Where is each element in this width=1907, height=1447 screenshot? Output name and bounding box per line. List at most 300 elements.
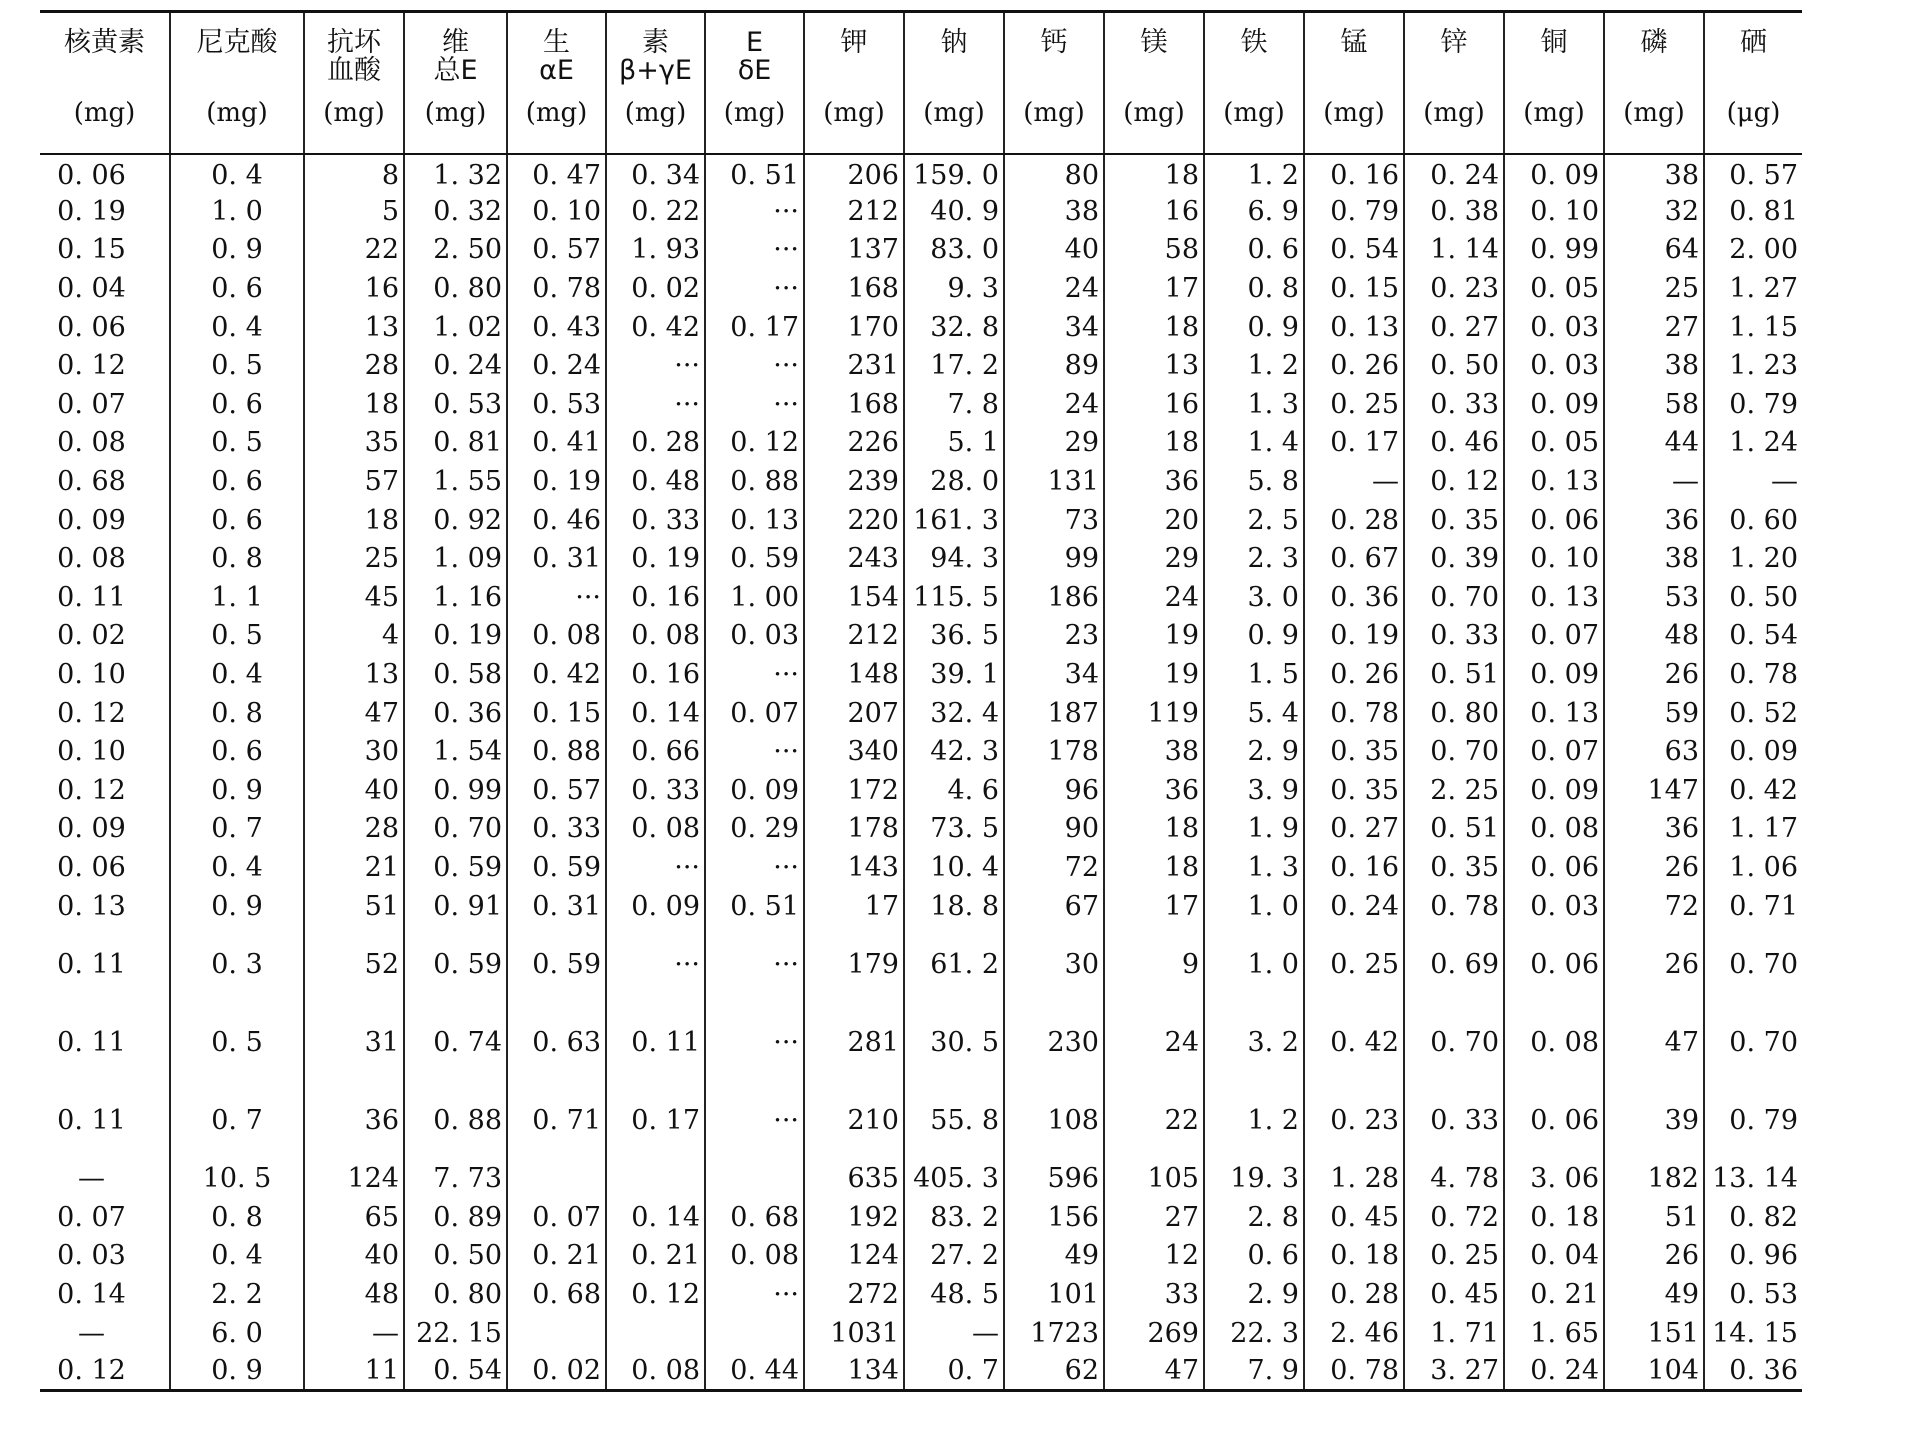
table-cell: 33 <box>1104 1275 1204 1314</box>
table-cell: 143 <box>804 848 904 887</box>
table-cell: 1. 3 <box>1204 848 1304 887</box>
table-cell: 5 <box>304 192 404 231</box>
table-cell: 24 <box>1104 578 1204 617</box>
table-cell: 1. 17 <box>1704 810 1802 849</box>
table-cell: 0. 08 <box>57 427 126 459</box>
table-cell: 6. 9 <box>1204 192 1304 231</box>
table-cell: 0. 9 <box>170 1352 304 1391</box>
table-cell: 0. 72 <box>1404 1198 1504 1237</box>
table-cell: 1. 54 <box>404 732 507 771</box>
table-cell: 1. 27 <box>1704 269 1802 308</box>
table-cell: 0. 05 <box>1504 424 1604 463</box>
table-cell: 115. 5 <box>904 578 1004 617</box>
table-cell: 0. 10 <box>57 736 126 768</box>
table-row <box>40 539 1802 578</box>
table-cell: 3. 9 <box>1204 771 1304 810</box>
table-cell: 0. 6 <box>1204 231 1304 270</box>
table-cell: 18 <box>1104 308 1204 347</box>
table-cell: 44 <box>1604 424 1704 463</box>
table-cell: 0. 06 <box>1504 1081 1604 1159</box>
table-row <box>40 1198 1802 1237</box>
table-cell: 0. 48 <box>606 462 705 501</box>
table-cell: ··· <box>705 655 804 694</box>
table-cell: 0. 50 <box>1704 578 1802 617</box>
table-cell: 226 <box>804 424 904 463</box>
table-cell: 36 <box>1604 810 1704 849</box>
table-cell: 13. 14 <box>1704 1159 1802 1198</box>
table-cell: 0. 46 <box>1404 424 1504 463</box>
table-cell: 210 <box>804 1081 904 1159</box>
header-row <box>40 12 1802 154</box>
column-header-unit: (mg) <box>723 98 786 128</box>
table-cell: 29 <box>1004 424 1104 463</box>
table-row <box>40 385 1802 424</box>
table-cell: 4. 6 <box>904 771 1004 810</box>
table-cell: 0. 4 <box>170 1237 304 1276</box>
table-cell: 1. 9 <box>1204 810 1304 849</box>
table-cell: 0. 6 <box>1204 1237 1304 1276</box>
table-cell: ··· <box>606 346 705 385</box>
nutrient-table <box>40 10 1802 1392</box>
table-cell: 206 <box>804 154 904 193</box>
table-cell: 26 <box>1604 1237 1704 1276</box>
table-cell: 0. 09 <box>705 771 804 810</box>
table-cell: ··· <box>705 925 804 1003</box>
table-cell: 0. 21 <box>507 1237 606 1276</box>
table-cell: 0. 13 <box>1504 578 1604 617</box>
table-row <box>40 848 1802 887</box>
table-cell: 9 <box>1104 925 1204 1003</box>
table-cell: 7. 9 <box>1204 1352 1304 1391</box>
table-cell: 1. 06 <box>1704 848 1802 887</box>
table-cell: — <box>1304 462 1404 501</box>
table-cell: 0. 33 <box>606 501 705 540</box>
table-cell: 124 <box>304 1159 404 1198</box>
table-cell: 24 <box>1004 269 1104 308</box>
table-cell: ··· <box>705 269 804 308</box>
table-cell: 39 <box>1604 1081 1704 1159</box>
table-cell: 0. 4 <box>170 655 304 694</box>
table-cell: 32. 8 <box>904 308 1004 347</box>
table-cell: 104 <box>1604 1352 1704 1391</box>
column-header-unit: (mg) <box>525 98 588 128</box>
table-cell: 0. 11 <box>57 581 126 613</box>
table-cell: 178 <box>804 810 904 849</box>
table-cell: 0. 54 <box>404 1352 507 1391</box>
table-cell: 0. 89 <box>404 1198 507 1237</box>
table-cell: 182 <box>1604 1159 1704 1198</box>
table-cell: 63 <box>1604 732 1704 771</box>
table-cell: 207 <box>804 694 904 733</box>
table-cell: 0. 68 <box>57 466 126 498</box>
column-header <box>1604 12 1704 154</box>
table-cell: 0. 13 <box>1504 462 1604 501</box>
table-cell: 0. 12 <box>606 1275 705 1314</box>
table-cell: 45 <box>304 578 404 617</box>
table-cell <box>606 1314 705 1353</box>
table-cell: 36. 5 <box>904 617 1004 656</box>
table-cell: 38 <box>1004 192 1104 231</box>
table-cell: 0. 59 <box>705 539 804 578</box>
table-row <box>40 231 1802 270</box>
table-cell: 11 <box>304 1352 404 1391</box>
table-cell: 0. 70 <box>1404 732 1504 771</box>
table-cell: 0. 6 <box>170 501 304 540</box>
table-cell: 0. 47 <box>507 154 606 193</box>
table-cell: 0. 42 <box>507 655 606 694</box>
table-cell: 16 <box>1104 192 1204 231</box>
table-cell <box>507 1159 606 1198</box>
table-cell: 0. 34 <box>606 154 705 193</box>
table-cell: 0. 24 <box>1504 1352 1604 1391</box>
table-cell: 124 <box>804 1237 904 1276</box>
column-header-name: 维 总E <box>433 27 478 86</box>
table-cell: 39. 1 <box>904 655 1004 694</box>
table-cell: 2. 3 <box>1204 539 1304 578</box>
table-cell: 0. 02 <box>57 620 126 652</box>
table-row <box>40 810 1802 849</box>
table-cell: 30. 5 <box>904 1003 1004 1081</box>
table-cell: 26 <box>1604 925 1704 1003</box>
column-header-unit: (mg) <box>624 98 687 128</box>
table-cell: 2. 8 <box>1204 1198 1304 1237</box>
table-cell: 2. 2 <box>170 1275 304 1314</box>
table-cell: 187 <box>1004 694 1104 733</box>
table-cell: 2. 9 <box>1204 1275 1304 1314</box>
table-cell: 24 <box>1104 1003 1204 1081</box>
column-header-unit: (mg) <box>323 98 385 128</box>
table-cell: 0. 21 <box>1504 1275 1604 1314</box>
table-cell: 30 <box>1004 925 1104 1003</box>
table-cell: 0. 74 <box>404 1003 507 1081</box>
table-cell: 635 <box>804 1159 904 1198</box>
table-cell: 0. 14 <box>606 1198 705 1237</box>
table-row <box>40 1081 1802 1159</box>
table-cell: 28 <box>304 346 404 385</box>
column-header <box>40 12 170 154</box>
table-cell: 16 <box>304 269 404 308</box>
table-cell: 4. 78 <box>1404 1159 1504 1198</box>
table-cell: 0. 78 <box>507 269 606 308</box>
table-cell: 0. 19 <box>1304 617 1404 656</box>
table-cell: 0. 8 <box>170 539 304 578</box>
table-cell: 0. 71 <box>507 1081 606 1159</box>
column-header <box>1204 12 1304 154</box>
table-cell: — <box>78 1317 105 1349</box>
table-cell: 18 <box>1104 848 1204 887</box>
column-header-unit: (mg) <box>1023 98 1085 128</box>
table-row <box>40 154 1802 193</box>
table-cell: 31 <box>304 1003 404 1081</box>
table-cell: 0. 51 <box>705 887 804 926</box>
table-cell: 0. 4 <box>170 154 304 193</box>
table-cell: 38 <box>1104 732 1204 771</box>
table-cell: 148 <box>804 655 904 694</box>
table-cell: 137 <box>804 231 904 270</box>
table-cell: 83. 0 <box>904 231 1004 270</box>
table-cell: 0. 24 <box>404 346 507 385</box>
table-cell: 168 <box>804 269 904 308</box>
table-cell: 0. 7 <box>904 1352 1004 1391</box>
table-cell: 0. 06 <box>1504 848 1604 887</box>
table-cell: 0. 70 <box>1704 1003 1802 1081</box>
table-cell: 6. 0 <box>170 1314 304 1353</box>
table-cell: 0. 9 <box>1204 308 1304 347</box>
table-cell: 59 <box>1604 694 1704 733</box>
table-cell: 212 <box>804 617 904 656</box>
table-row <box>40 694 1802 733</box>
table-cell: 0. 26 <box>1304 346 1404 385</box>
table-cell: 1. 2 <box>1204 346 1304 385</box>
table-cell: 0. 21 <box>606 1237 705 1276</box>
table-cell: 0. 54 <box>1704 617 1802 656</box>
table-cell: 0. 03 <box>57 1240 126 1272</box>
table-cell: 108 <box>1004 1081 1104 1159</box>
table-cell: 36 <box>1604 501 1704 540</box>
table-cell: 0. 08 <box>57 543 126 575</box>
table-row <box>40 192 1802 231</box>
table-cell: 5. 4 <box>1204 694 1304 733</box>
column-header <box>1004 12 1104 154</box>
table-cell: 47 <box>304 694 404 733</box>
table-cell: 22 <box>304 231 404 270</box>
table-cell: 30 <box>304 732 404 771</box>
table-cell: 0. 04 <box>57 273 126 305</box>
table-cell: 0. 96 <box>1704 1237 1802 1276</box>
table-cell: 0. 22 <box>606 192 705 231</box>
table-cell: 0. 16 <box>1304 848 1404 887</box>
table-cell: 32 <box>1604 192 1704 231</box>
table-cell: 72 <box>1004 848 1104 887</box>
table-cell: 0. 70 <box>1404 1003 1504 1081</box>
column-header-unit: (mg) <box>1623 98 1685 128</box>
table-row <box>40 655 1802 694</box>
table-cell: 0. 6 <box>170 732 304 771</box>
table-cell: 10. 4 <box>904 848 1004 887</box>
table-cell: 0. 9 <box>1204 617 1304 656</box>
table-cell: 0. 06 <box>1504 501 1604 540</box>
table-cell: 0. 6 <box>170 462 304 501</box>
table-cell: 73. 5 <box>904 810 1004 849</box>
table-cell: ··· <box>606 925 705 1003</box>
table-cell: 0. 9 <box>170 771 304 810</box>
table-cell: 0. 28 <box>1304 501 1404 540</box>
table-cell <box>705 1159 804 1198</box>
table-cell: 20 <box>1104 501 1204 540</box>
table-cell: 0. 07 <box>57 388 126 420</box>
table-cell: 2. 25 <box>1404 771 1504 810</box>
table-cell: 168 <box>804 385 904 424</box>
table-cell: 269 <box>1104 1314 1204 1353</box>
table-cell: 0. 41 <box>507 424 606 463</box>
table-cell: 1. 20 <box>1704 539 1802 578</box>
table-cell: 18 <box>1104 154 1204 193</box>
table-cell: 0. 09 <box>606 887 705 926</box>
table-cell: 0. 6 <box>170 269 304 308</box>
column-header-name: 钾 <box>840 27 868 58</box>
table-cell: 147 <box>1604 771 1704 810</box>
table-cell: 5. 8 <box>1204 462 1304 501</box>
table-cell: 16 <box>1104 385 1204 424</box>
table-cell: 22. 15 <box>404 1314 507 1353</box>
table-cell: 0. 42 <box>606 308 705 347</box>
column-header <box>606 12 705 154</box>
table-cell: 0. 79 <box>1704 1081 1802 1159</box>
table-cell: 1. 24 <box>1704 424 1802 463</box>
table-cell: 1. 32 <box>404 154 507 193</box>
table-cell: 3. 06 <box>1504 1159 1604 1198</box>
table-cell: 49 <box>1604 1275 1704 1314</box>
table-cell: 0. 8 <box>1204 269 1304 308</box>
column-header-unit: (mg) <box>1123 98 1185 128</box>
table-cell: 178 <box>1004 732 1104 771</box>
table-cell: 0. 68 <box>507 1275 606 1314</box>
table-row <box>40 424 1802 463</box>
table-cell: 0. 91 <box>404 887 507 926</box>
table-cell: 0. 88 <box>507 732 606 771</box>
table-cell: 161. 3 <box>904 501 1004 540</box>
table-cell: 0. 27 <box>1404 308 1504 347</box>
table-cell: 0. 99 <box>1504 231 1604 270</box>
table-cell: 1. 02 <box>404 308 507 347</box>
table-cell: 22 <box>1104 1081 1204 1159</box>
table-cell: 0. 13 <box>1304 308 1404 347</box>
table-cell: 0. 11 <box>57 1104 126 1136</box>
table-cell: 27. 2 <box>904 1237 1004 1276</box>
table-cell: 0. 09 <box>1504 154 1604 193</box>
table-cell: 27 <box>1104 1198 1204 1237</box>
table-cell: 0. 42 <box>1304 1003 1404 1081</box>
table-cell: 55. 8 <box>904 1081 1004 1159</box>
table-cell: 151 <box>1604 1314 1704 1353</box>
table-cell: 0. 92 <box>404 501 507 540</box>
table-cell: 0. 08 <box>606 810 705 849</box>
column-header <box>1404 12 1504 154</box>
table-cell: 0. 12 <box>57 697 126 729</box>
table-cell: 47 <box>1604 1003 1704 1081</box>
table-row <box>40 617 1802 656</box>
column-header-name: 钠 <box>940 27 968 58</box>
table-cell: 0. 79 <box>1304 192 1404 231</box>
table-cell: 0. 52 <box>1704 694 1802 733</box>
table-cell: 35 <box>304 424 404 463</box>
table-cell: 0. 08 <box>606 617 705 656</box>
table-cell: ··· <box>705 231 804 270</box>
table-cell: 51 <box>304 887 404 926</box>
table-cell: 0. 07 <box>57 1201 126 1233</box>
table-cell: 2. 9 <box>1204 732 1304 771</box>
column-header-unit: (mg) <box>1223 98 1285 128</box>
table-cell: 36 <box>1104 771 1204 810</box>
table-cell: 0. 16 <box>1304 154 1404 193</box>
table-cell: 0. 33 <box>606 771 705 810</box>
table-cell: 1. 1 <box>170 578 304 617</box>
table-cell: 38 <box>1604 346 1704 385</box>
table-cell: 0. 99 <box>404 771 507 810</box>
table-cell: 0. 70 <box>1704 925 1802 1003</box>
table-cell: 21 <box>304 848 404 887</box>
table-cell: 0. 03 <box>705 617 804 656</box>
table-cell: 0. 16 <box>606 655 705 694</box>
table-cell: 170 <box>804 308 904 347</box>
table-cell: 13 <box>304 308 404 347</box>
table-cell: 36 <box>304 1081 404 1159</box>
table-cell: 0. 50 <box>1404 346 1504 385</box>
table-row <box>40 771 1802 810</box>
table-cell: 24 <box>1004 385 1104 424</box>
table-cell: 0. 09 <box>1504 655 1604 694</box>
column-header <box>404 12 507 154</box>
table-cell: 0. 36 <box>404 694 507 733</box>
column-header-name: 铜 <box>1540 27 1568 58</box>
table-cell: 0. 53 <box>404 385 507 424</box>
table-cell: 36 <box>1104 462 1204 501</box>
table-cell: — <box>304 1314 404 1353</box>
table-cell: 8 <box>304 154 404 193</box>
table-cell: 0. 67 <box>1304 539 1404 578</box>
table-cell: 0. 18 <box>1504 1198 1604 1237</box>
table-cell: 1. 2 <box>1204 1081 1304 1159</box>
table-cell: 0. 59 <box>507 925 606 1003</box>
table-cell: 58 <box>1104 231 1204 270</box>
table-cell: 28. 0 <box>904 462 1004 501</box>
table-cell: 172 <box>804 771 904 810</box>
table-cell: 0. 46 <box>507 501 606 540</box>
table-cell: 0. 31 <box>507 539 606 578</box>
table-cell: 0. 04 <box>1504 1237 1604 1276</box>
table-cell: 0. 12 <box>57 350 126 382</box>
table-cell: 49 <box>1004 1237 1104 1276</box>
table-cell: 23 <box>1004 617 1104 656</box>
table-cell: 72 <box>1604 887 1704 926</box>
table-cell: 0. 10 <box>1504 192 1604 231</box>
table-cell: 243 <box>804 539 904 578</box>
table-cell: 159. 0 <box>904 154 1004 193</box>
table-cell: 0. 8 <box>170 1198 304 1237</box>
table-cell: 3. 2 <box>1204 1003 1304 1081</box>
table-cell: 0. 15 <box>57 234 126 266</box>
table-cell: 83. 2 <box>904 1198 1004 1237</box>
table-cell: 0. 06 <box>57 851 126 883</box>
table-cell: 0. 07 <box>1504 732 1604 771</box>
table-cell: 0. 44 <box>705 1352 804 1391</box>
table-cell: 5. 1 <box>904 424 1004 463</box>
table-cell: 1. 0 <box>1204 925 1304 1003</box>
table-cell: 38 <box>1604 154 1704 193</box>
table-row <box>40 308 1802 347</box>
table-cell: 0. 35 <box>1304 771 1404 810</box>
table-cell: 1. 28 <box>1304 1159 1404 1198</box>
table-cell: 0. 53 <box>1704 1275 1802 1314</box>
table-row <box>40 1003 1802 1081</box>
table-cell: ··· <box>705 1275 804 1314</box>
table-cell: 0. 32 <box>404 192 507 231</box>
table-cell: 19. 3 <box>1204 1159 1304 1198</box>
table-cell: 17. 2 <box>904 346 1004 385</box>
table-cell: 0. 59 <box>404 925 507 1003</box>
table-cell: — <box>904 1314 1004 1353</box>
column-header-unit: (mg) <box>73 98 136 128</box>
table-cell <box>606 1159 705 1198</box>
table-cell: 4 <box>304 617 404 656</box>
table-cell: 596 <box>1004 1159 1104 1198</box>
table-cell: 0. 12 <box>57 774 126 806</box>
table-cell: 0. 07 <box>705 694 804 733</box>
table-cell: 0. 4 <box>170 308 304 347</box>
table-cell: 0. 09 <box>1704 732 1802 771</box>
table-cell: 94. 3 <box>904 539 1004 578</box>
table-cell: 0. 35 <box>1304 732 1404 771</box>
